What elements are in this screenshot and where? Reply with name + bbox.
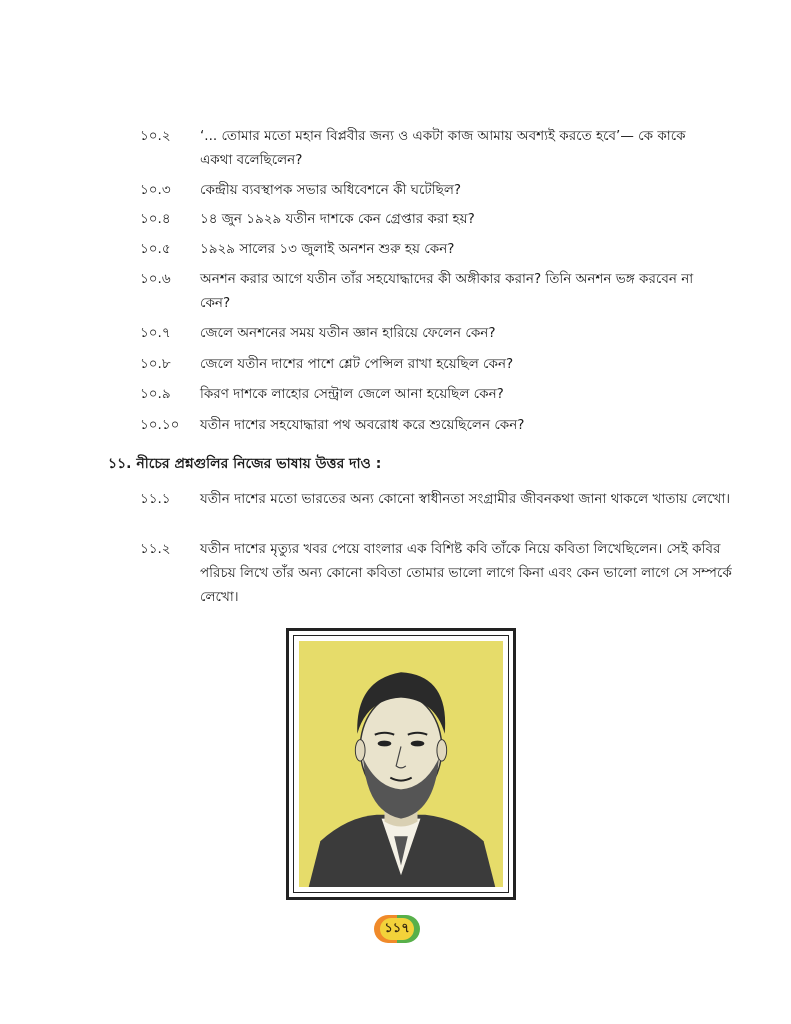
question-number: ১১.২ <box>140 541 171 557</box>
question-text: কেন্দ্রীয় ব্যবস্থাপক সভার অধিবেশনে কী ঘটেছিল? <box>200 182 462 198</box>
question-number: ১০.৭ <box>140 325 171 341</box>
portrait-frame-inner <box>293 635 509 893</box>
question-number: ১০.৮ <box>140 356 171 372</box>
question-text: যতীন দাশের সহযোদ্ধারা পথ অবরোধ করে শুয়েছিলেন কেন? <box>200 417 525 433</box>
question-number: ১০.৬ <box>140 271 171 287</box>
question-text: ১৯২৯ সালের ১৩ জুলাই অনশন শুরু হয় কেন? <box>200 241 455 257</box>
question-text: অনশন করার আগে যতীন তাঁর সহযোদ্ধাদের কী অঙ্গীকার করান? তিনি অনশন ভঙ্গ করবেন না কেন? <box>200 271 694 311</box>
question-text: জেলে যতীন দাশের পাশে শ্লেট পেন্সিল রাখা হয়েছিল কেন? <box>200 356 514 372</box>
question-number: ১০.১০ <box>140 417 180 433</box>
portrait-illustration <box>299 641 503 887</box>
question-text: ‘... তোমার মতো মহান বিপ্লবীর জন্য ও একটা কাজ আমায় অবশ্যই করতে হবে’— কে কাকে একথা বলেছিলেন? <box>200 128 686 168</box>
portrait-frame <box>286 628 516 900</box>
question-number: ১০.৩ <box>140 182 171 198</box>
question-text: যতীন দাশের মৃত্যুর খবর পেয়ে বাংলার এক বিশিষ্ট কবি তাঁকে নিয়ে কবিতা লিখেছিলেন। সেই কবির পরিচয় লিখে তাঁর অন্য কোনো কবিতা তোমার ভালো লাগে কিনা এবং কেন ভালো লাগে সে সম্পর্কে লেখো। <box>200 541 732 605</box>
question-number: ১০.৪ <box>140 211 171 227</box>
question-text: জেলে অনশনের সময় যতীন জ্ঞান হারিয়ে ফেলেন কেন? <box>200 325 496 341</box>
question-number: ১০.২ <box>140 128 171 144</box>
page-number: ১১৭ <box>384 921 410 936</box>
portrait-sketch <box>299 641 503 887</box>
section-11-heading: ১১. নীচের প্রশ্নগুলির নিজের ভাষায় উত্তর দাও : <box>108 456 382 472</box>
question-text: যতীন দাশের মতো ভারতের অন্য কোনো স্বাধীনতা সংগ্রামীর জীবনকথা জানা থাকলে খাতায় লেখো। <box>200 491 731 507</box>
question-number: ১০.৯ <box>140 386 171 402</box>
question-number: ১০.৫ <box>140 241 171 257</box>
question-number: ১১.১ <box>140 491 171 507</box>
question-text: কিরণ দাশকে লাহোর সেন্ট্রাল জেলে আনা হয়েছিল কেন? <box>200 386 504 402</box>
question-text: ১৪ জুন ১৯২৯ যতীন দাশকে কেন গ্রেপ্তার করা হয়? <box>200 211 475 227</box>
page-number-badge <box>374 915 420 943</box>
